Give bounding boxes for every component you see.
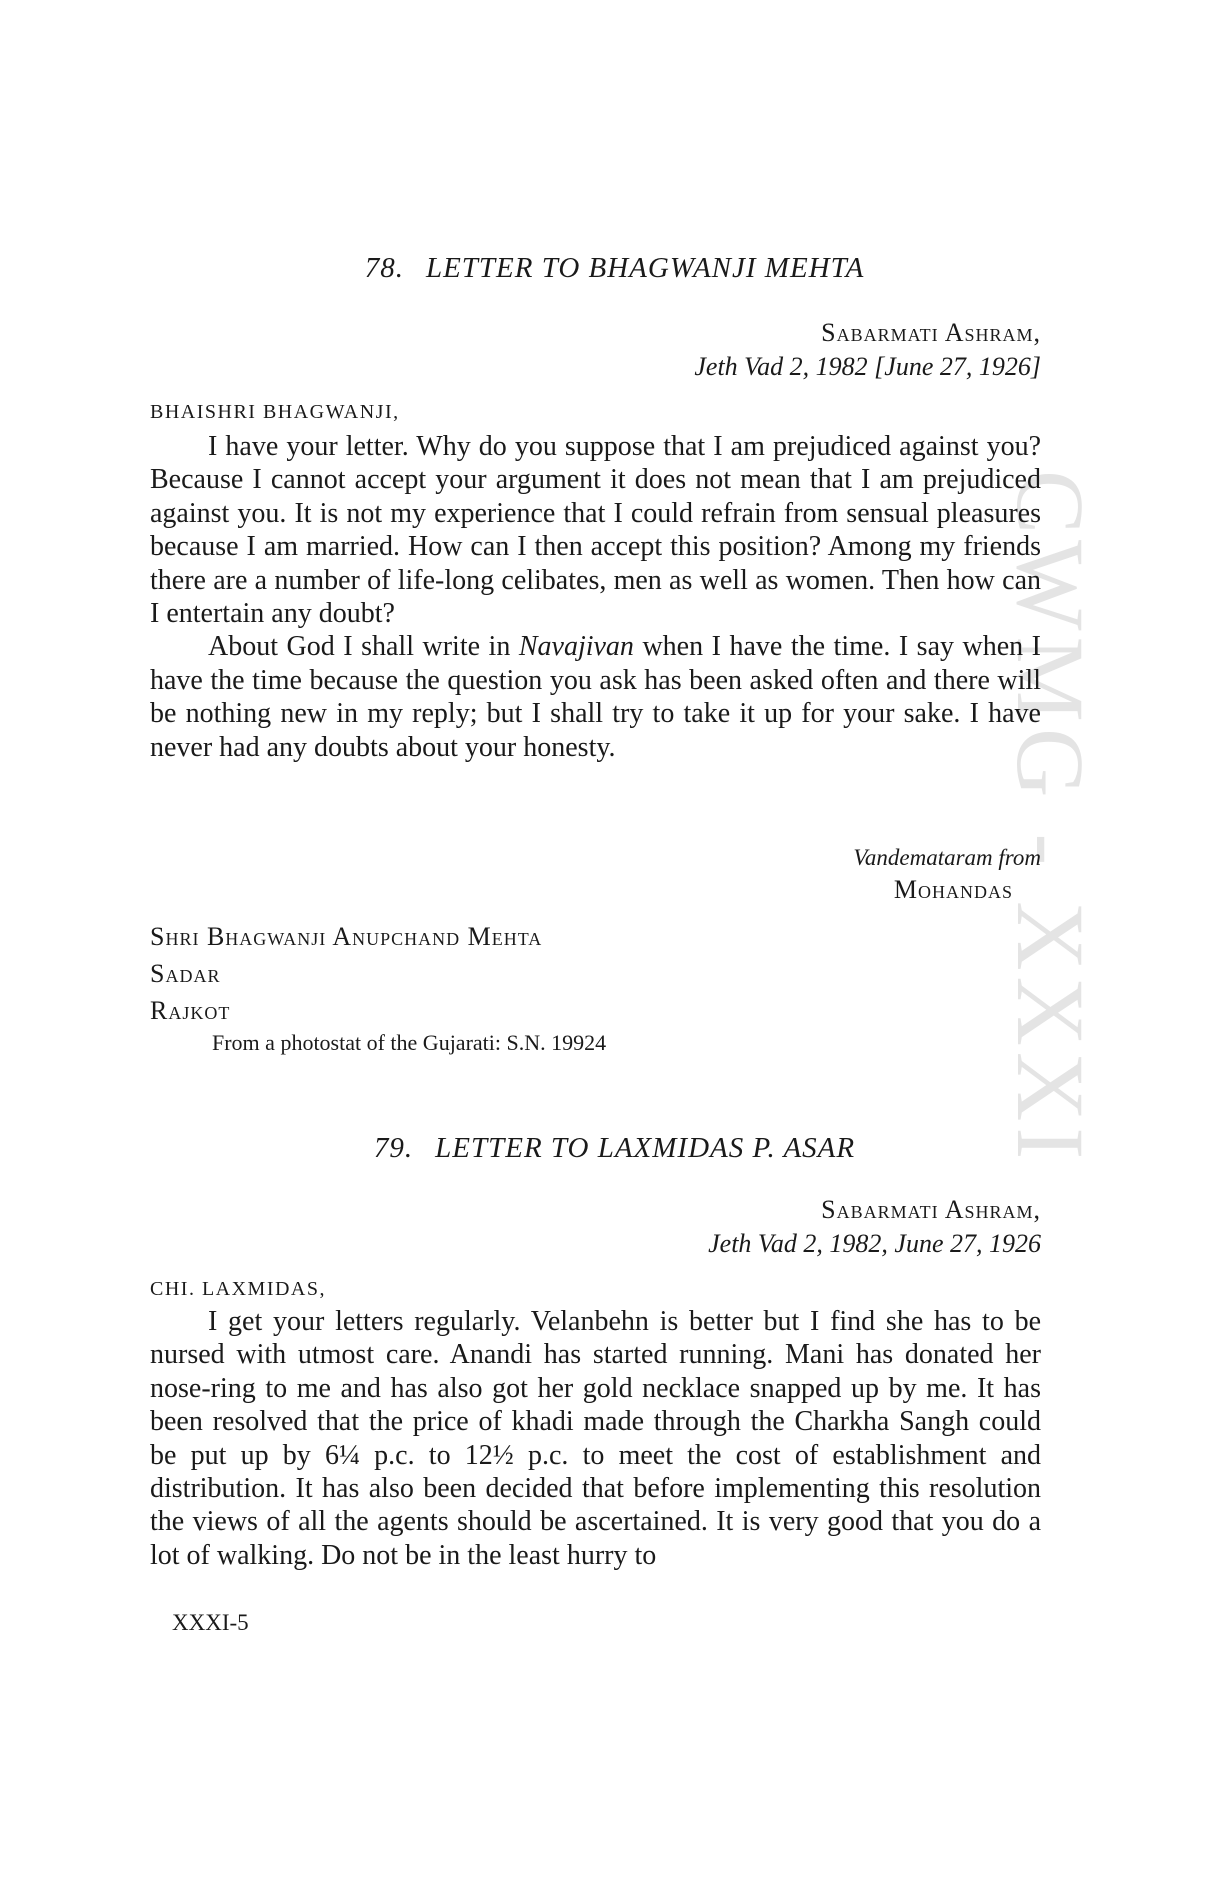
letter-79-title: LETTER TO LAXMIDAS P. ASAR [435, 1132, 856, 1164]
letter-78-title: LETTER TO BHAGWANJI MEHTA [425, 252, 865, 284]
letter-79-paragraph: I get your letters regularly. Velanbehn is better but I find she has to be nursed with utmost care. Anandi has started running. Mani has donated her nose-ring to me and has also got her gold necklace snapped up by me. It has been resolved that the price of khadi made through the Charkha Sangh could be put up by 6¼ p.c. to 12½ p.c. to meet the cost of establishment and distribution. It has also been decided that before implementing this resolution the views of all the agents should be ascertained. It is very good that you do a lot of walking. Do not be in the least hurry to [150, 1306, 1041, 1571]
letter-78-salutation: BHAISHRI BHAGWANJI, [150, 401, 400, 423]
letter-78-signature: Mohandas [893, 875, 1013, 904]
letter-78-closing: Vandemataram from [853, 845, 1041, 870]
page-footer: XXXI-5 [172, 1610, 249, 1635]
letter-78-place: Sabarmati Ashram, [821, 318, 1041, 347]
letter-79-salutation: CHI. LAXMIDAS, [150, 1278, 326, 1300]
paragraph-2-text-a: About God I shall write in [208, 631, 519, 663]
paragraph-2-text-b: when I have the time. I say when I have the time because the question you ask has been asked often and there will be nothing new in my reply; but I shall try to take it up for your sake. I have never had any doubts about your honesty. [150, 631, 1041, 763]
address-line-1: Shri Bhagwanji Anupchand Mehta [150, 922, 543, 951]
navajivan-italic: Navajivan [518, 631, 634, 663]
letter-78-address [150, 918, 542, 1029]
letter-78-paragraph-1: I have your letter. Why do you suppose that I am prejudiced against you? Because I cannot accept your argument it does not mean that I am prejudiced against you. It is not my experience that I could refrain from sensual pleasures because I am married. How can I then accept this position? Among my friends there are a number of life-long celibates, men as well as women. Then how can I entertain any doubt? [150, 431, 1041, 630]
letter-78-body [150, 430, 1041, 764]
letter-78-date: Jeth Vad 2, 1982 [June 27, 1926] [694, 352, 1041, 381]
letter-79-place: Sabarmati Ashram, [821, 1195, 1041, 1224]
letter-79-body [150, 1305, 1041, 1572]
letter-78-source: From a photostat of the Gujarati: S.N. 19924 [212, 1030, 607, 1055]
watermark: CWMG - XXXI [997, 470, 1104, 1166]
letter-78-number: 78. [364, 252, 404, 284]
letter-78-paragraph-2 [150, 630, 1041, 764]
address-line-3: Rajkot [150, 996, 231, 1025]
letter-79-heading [0, 1132, 1229, 1165]
letter-78-heading [0, 252, 1229, 285]
letter-79-date: Jeth Vad 2, 1982, June 27, 1926 [708, 1229, 1041, 1258]
letter-79-number: 79. [373, 1132, 414, 1164]
address-line-2: Sadar [150, 959, 221, 988]
